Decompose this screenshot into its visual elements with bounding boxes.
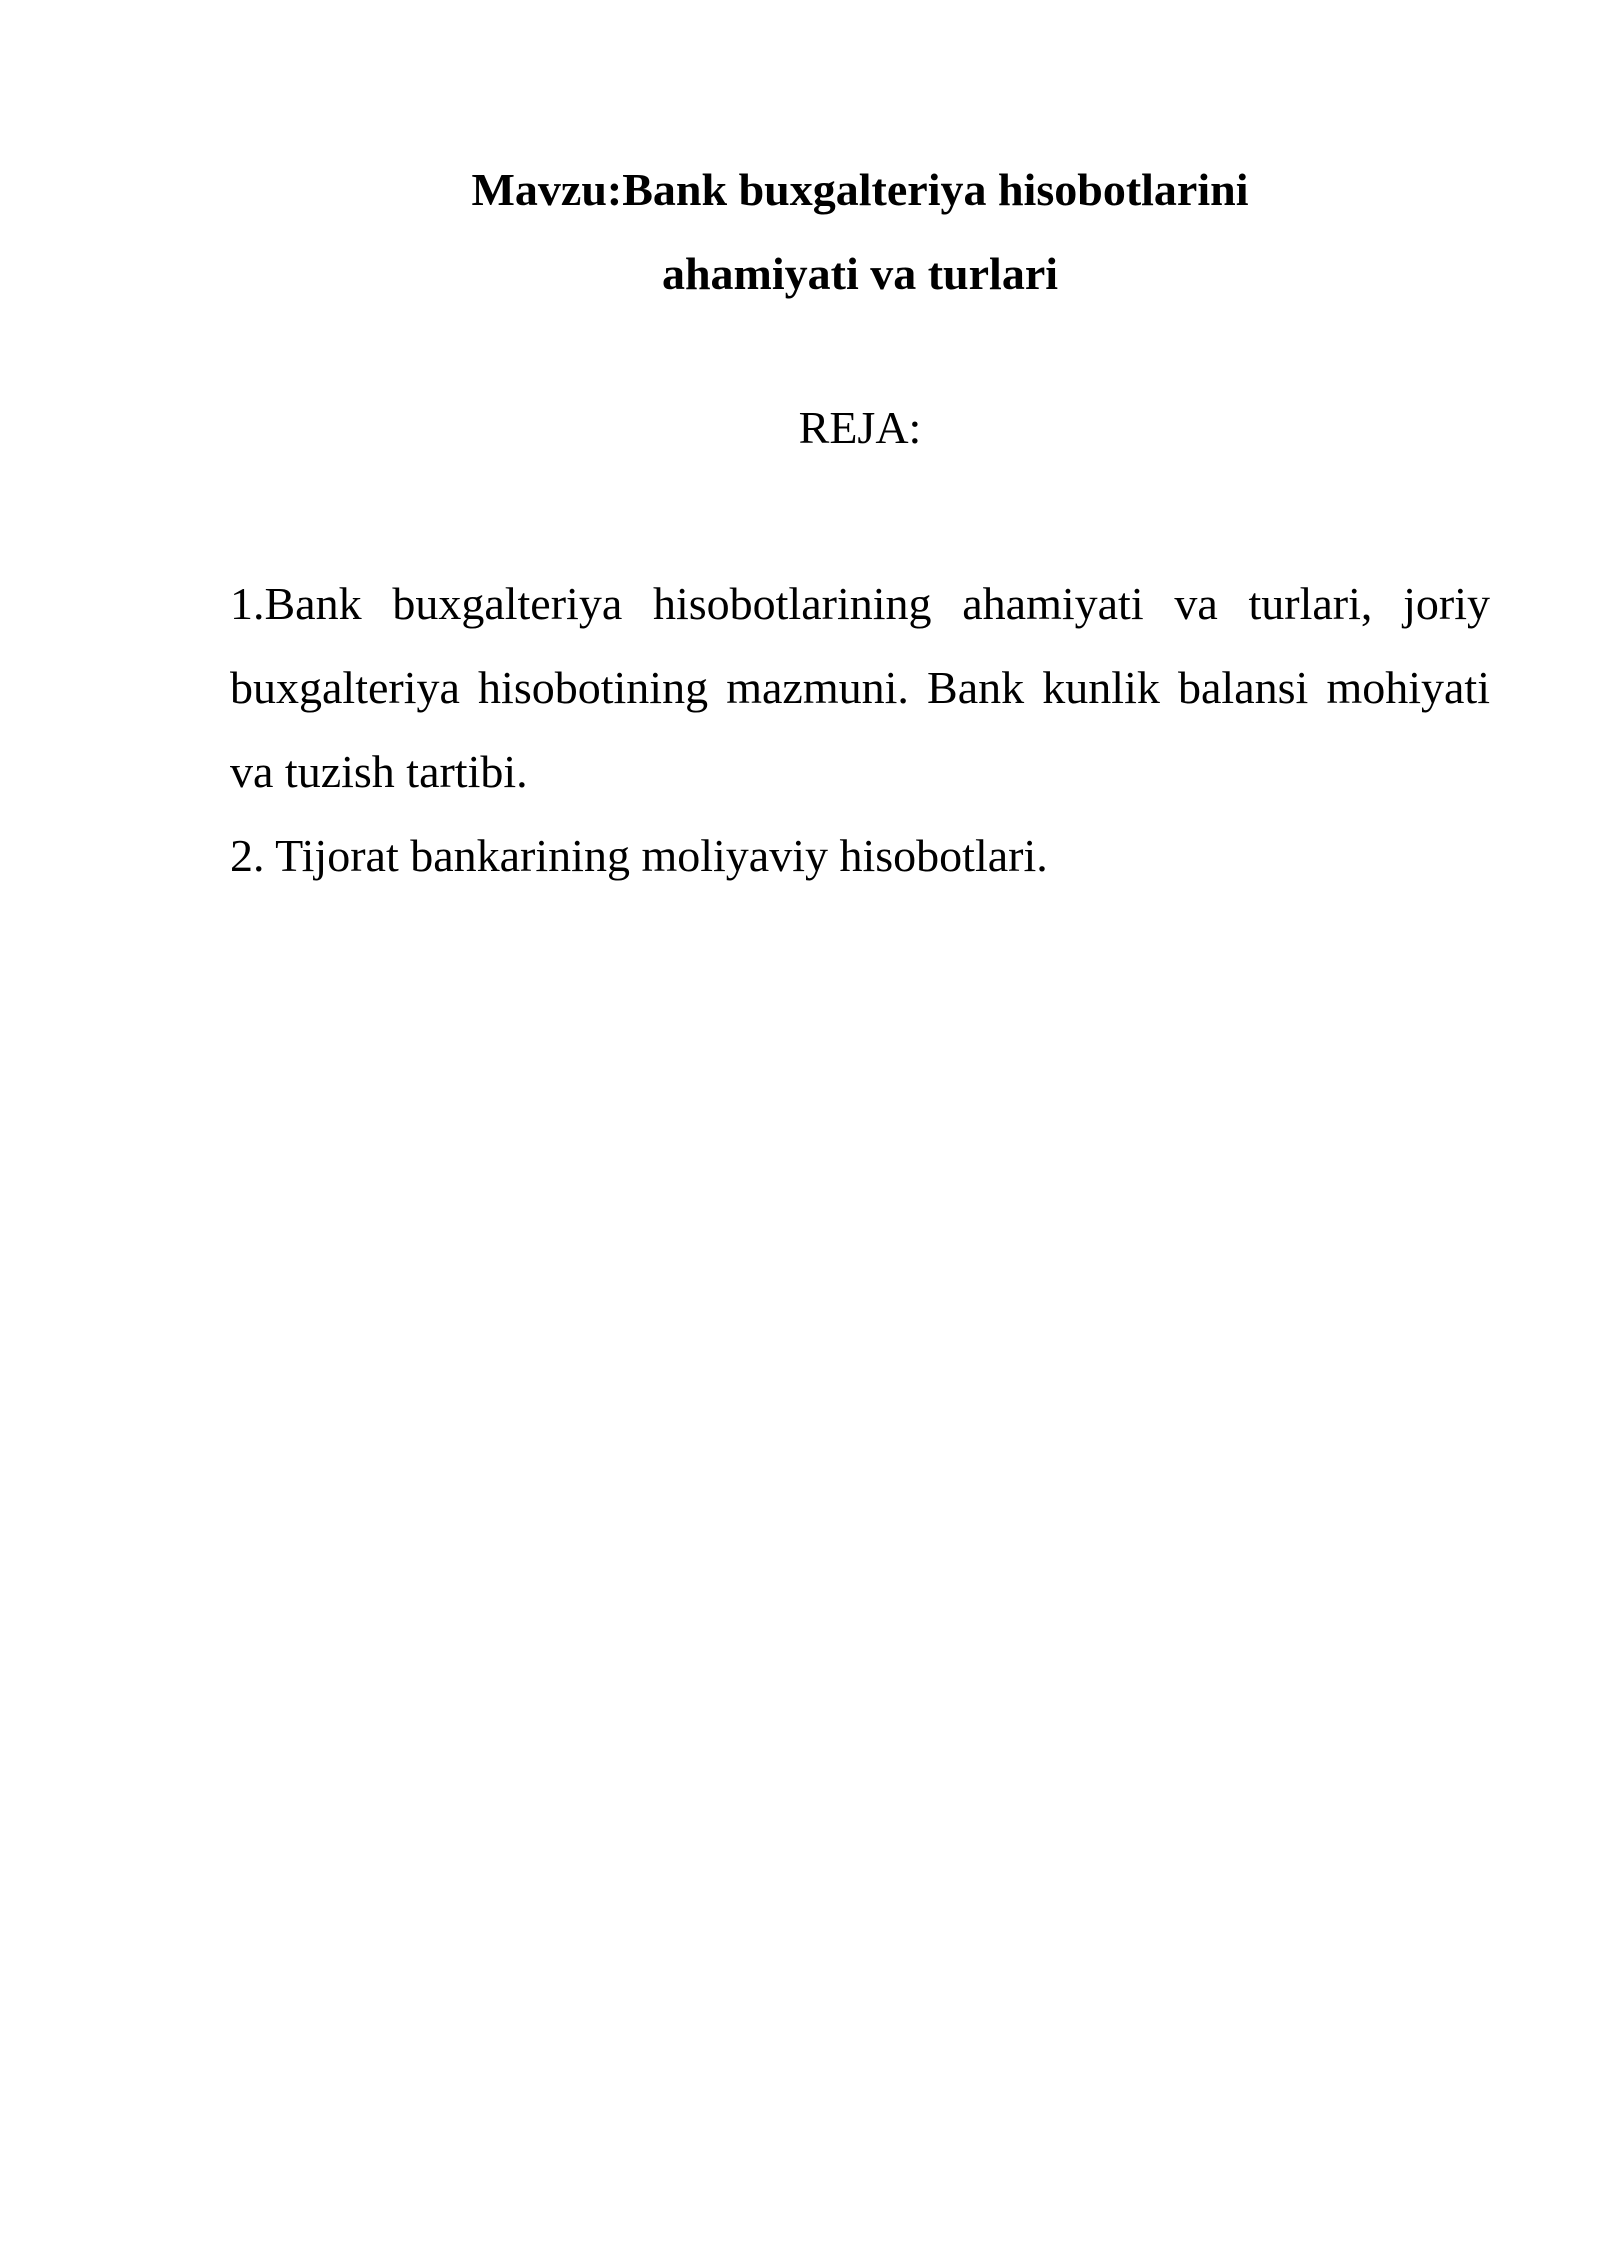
plan-list: [230, 562, 1490, 898]
title-line-2: ahamiyati va turlari: [661, 248, 1059, 299]
plan-item-2: 2. Tijorat bankarining moliyaviy hisobotlari.: [230, 830, 1048, 881]
document-title: [230, 148, 1490, 316]
plan-item-1: 1.Bank buxgalteriya hisobotlarining ahamiyati va turlari, joriy buxgalteriya hisobotining mazmuni. Bank kunlik balansi mohiyati va tuzish tartibi.: [230, 578, 1490, 797]
title-line-1: Mavzu:Bank buxgalteriya hisobotlarini: [471, 164, 1249, 215]
plan-heading: REJA:: [798, 402, 922, 453]
